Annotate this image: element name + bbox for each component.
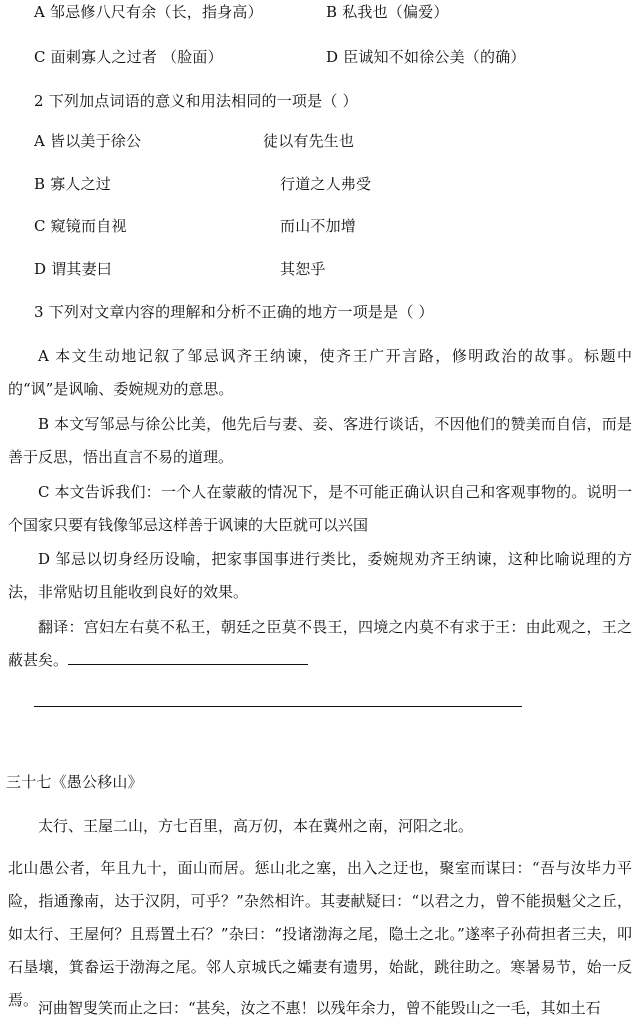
q1-option-b: B 私我也（偏爱） [326, 3, 449, 21]
q1-option-d: D 臣诚知不如徐公美（的确） [326, 48, 526, 66]
q2-row-b-left: B 寡人之过 [34, 175, 111, 193]
passage-paragraph-1: 太行、王屋二山，方七百里，高万仞，本在冀州之南，河阳之北。 [38, 817, 474, 835]
answer-line-2[interactable] [34, 706, 522, 707]
q2-row-d-left: D 谓其妻曰 [34, 260, 112, 278]
q2-row-b-right: 行道之人弗受 [280, 175, 372, 193]
translation-text: 翻译：宫妇左右莫不私王，朝廷之臣莫不畏王，四境之内莫不有求于王：由此观之，王之蔽甚矣。 [8, 618, 632, 669]
q2-stem: 2 下列加点词语的意义和用法相同的一项是（ ） [34, 92, 358, 110]
q3-stem: 3 下列对文章内容的理解和分析不正确的地方一项是是（ ） [34, 303, 434, 321]
q2-row-a-right: 徒以有先生也 [263, 132, 355, 150]
q3-option-b: B 本文写邹忌与徐公比美，他先后与妻、妾、客进行谈话，不因他们的赞美而自信，而是善于反思，悟出直言不易的道理。 [8, 415, 632, 466]
q3-option-c: C 本文告诉我们：一个人在蒙蔽的情况下，是不可能正确认识自己和客观事物的。说明一个国家只要有钱像邹忌这样善于讽谏的大臣就可以兴国 [8, 483, 632, 534]
section-title: 三十七《愚公移山》 [6, 773, 143, 791]
answer-blank-1[interactable] [68, 664, 308, 665]
q3-option-a: A 本文生动地记叙了邹忌讽齐王纳谏，使齐王广开言路，修明政治的故事。标题中的“讽”是讽喻、委婉规劝的意思。 [8, 347, 632, 398]
q3-option-d: D 邹忌以切身经历设喻，把家事国事进行类比，委婉规劝齐王纳谏，这种比喻说理的方法，非常贴切且能收到良好的效果。 [8, 550, 632, 601]
q1-option-c: C 面刺寡人之过者 （脸面） [34, 48, 223, 66]
q2-row-a-left: A 皆以美于徐公 [34, 132, 142, 150]
q2-row-c-left: C 窥镜而自视 [34, 217, 127, 235]
passage-paragraph-3: 河曲智叟笑而止之曰：“甚矣，汝之不惠！以残年余力，曾不能毁山之一毛，其如土石 [38, 999, 601, 1017]
translation-task [8, 611, 632, 677]
q2-row-d-right: 其恕乎 [280, 260, 326, 278]
passage-paragraph-2: 北山愚公者，年且九十，面山而居。惩山北之塞，出入之迂也，聚室而谋曰：“吾与汝毕力平险，指通豫南，达于汉阴，可乎？”杂然相许。其妻献疑曰：“以君之力，曾不能损魁父之丘，如太行、王屋何？且焉置土石？”杂曰：“投诸渤海之尾，隐土之北。”遂率子孙荷担者三夫，叩石垦壤，箕畚运于渤海之尾。邻人京城氏之孀妻有遗男，始龀，跳往助之。寒暑易节，始一反焉。 [8, 859, 632, 1009]
q2-row-c-right: 而山不加增 [280, 217, 357, 235]
q1-option-a: A 邹忌修八尺有余（长，指身高） [34, 3, 263, 21]
